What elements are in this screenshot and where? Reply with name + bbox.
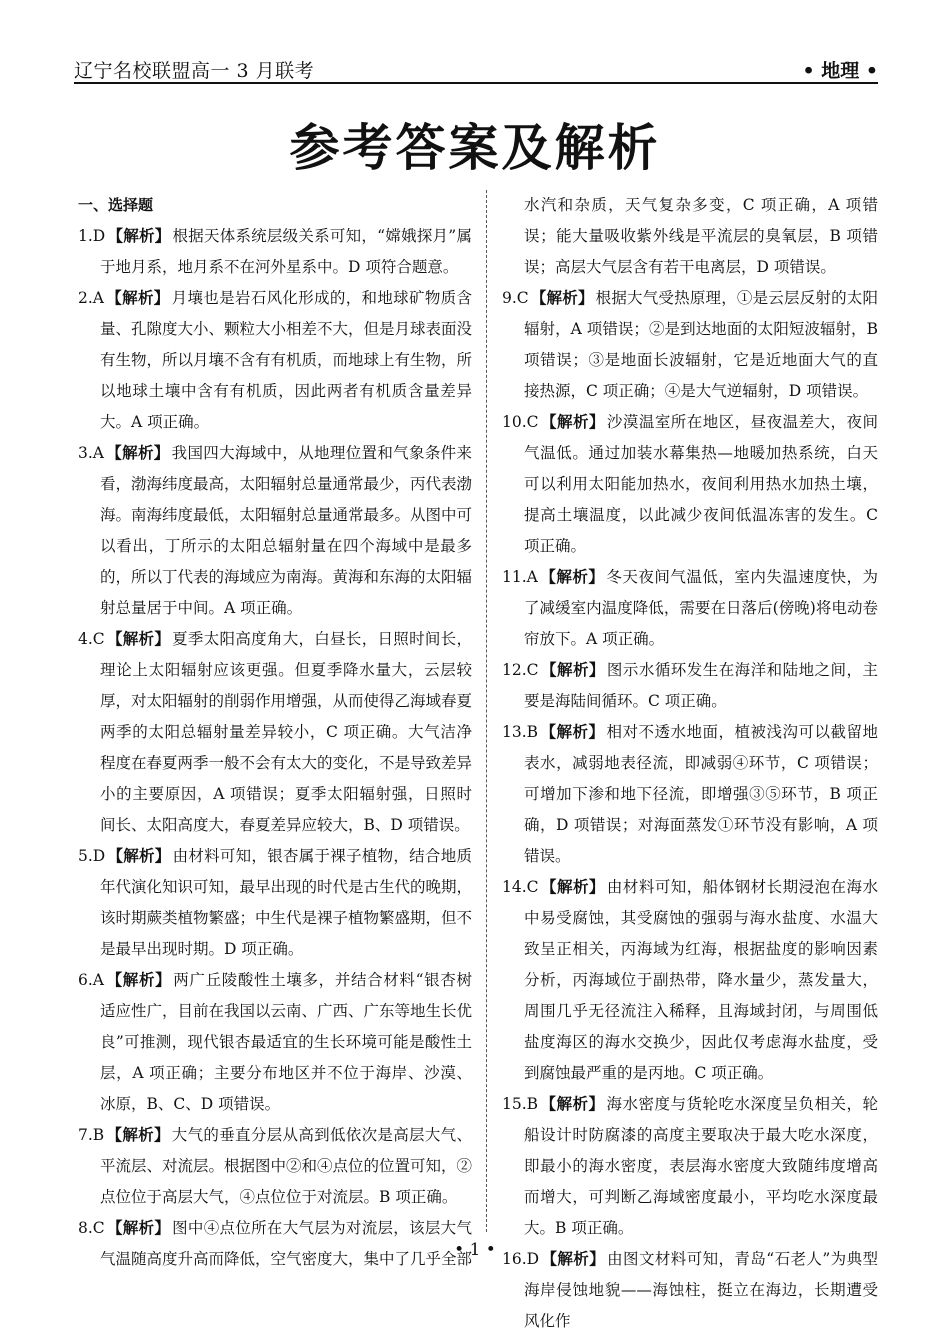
answer-number: 12.C: [502, 661, 539, 679]
page-title: 参考答案及解析: [289, 119, 661, 177]
answer-number: 2.A: [78, 289, 104, 307]
subject-label: • 地理 •: [802, 60, 878, 82]
answer-item: [502, 1089, 878, 1244]
answer-text: 由材料可知，银杏属于裸子植物，结合地质年代演化知识可知，最早出现的时代是古生代的晚期，该时期蕨类植物繁盛；中生代是裸子植物繁盛期，但不是最早出现时期。D 项正确。: [100, 847, 473, 958]
answer-number: 16.D: [502, 1250, 540, 1268]
column-divider: [486, 190, 487, 1232]
analysis-tag: 【解析】: [107, 847, 171, 865]
analysis-tag: 【解析】: [540, 878, 605, 896]
analysis-tag: 【解析】: [540, 413, 605, 431]
answer-text: 图示水循环发生在海洋和陆地之间，主要是海陆间循环。C 项正确。: [524, 661, 878, 710]
answer-item: [502, 872, 878, 1089]
answer-item: [502, 655, 878, 717]
answer-item: [78, 1120, 472, 1213]
answer-number: 14.C: [502, 878, 539, 896]
answer-item: [502, 407, 878, 562]
answer-number: 3.A: [78, 444, 104, 462]
answer-text: 海水密度与货轮吃水深度呈负相关，轮船设计时防腐漆的高度主要取决于最大吃水深度，即最小的海水密度，表层海水密度大致随纬度增高而增大，可判断乙海域密度最小，平均吃水深度最大。B 项正确。: [524, 1095, 878, 1237]
header-rule: [74, 82, 878, 84]
answer-item: [502, 562, 878, 655]
answer-number: 8.C: [78, 1219, 105, 1237]
answer-item: [78, 965, 472, 1120]
answer-number: 11.A: [502, 568, 538, 586]
analysis-tag: 【解析】: [530, 289, 594, 307]
answer-continuation: 水汽和杂质，天气复杂多变，C 项正确，A 项错误；能大量吸收紫外线是平流层的臭氧层，B 项错误；高层大气层含有若干电离层，D 项错误。: [524, 196, 878, 276]
answer-text: 月壤也是岩石风化形成的，和地球矿物质含量、孔隙度大小、颗粒大小相差不大，但是月球表面没有生物，所以月壤不含有有机质，而地球上有生物，所以地球土壤中含有有机质，因此两者有机质含量差异大。A 项正确。: [100, 289, 473, 431]
answer-text: 两广丘陵酸性土壤多，并结合材料“银杏树适应性广，目前在我国以云南、广西、广东等地生长优良”可推测，现代银杏最适宜的生长环境可能是酸性土层，A 项正确；主要分布地区并不位于海岸、沙漠、冰原，B、C、D 项错误。: [100, 971, 473, 1113]
answer-text: 根据大气受热原理，①是云层反射的太阳辐射，A 项错误；②是到达地面的太阳短波辐射，B 项错误；③是地面长波辐射，它是近地面大气的直接热源，C 项正确；④是大气逆辐射，D 项错误。: [524, 289, 878, 400]
analysis-tag: 【解析】: [539, 568, 605, 586]
answer-item: [78, 221, 472, 283]
analysis-tag: 【解析】: [107, 227, 171, 245]
answer-item: [502, 283, 878, 407]
answer-text: 夏季太阳高度角大，白昼长，日照时间长，理论上太阳辐射应该更强。但夏季降水量大，云层较厚，对太阳辐射的削弱作用增强，从而使得乙海域春夏两季的太阳总辐射量差异较小，C 项正确。大气洁净程度在春夏两季一般不会有太大的变化，不是导致差异小的主要原因，A 项错误；夏季太阳辐射强，日照时间长、太阳高度大，春夏差异应较大，B、D 项错误。: [100, 630, 473, 834]
answer-number: 7.B: [78, 1126, 105, 1144]
answer-number: 13.B: [502, 723, 539, 741]
answer-number: 9.C: [502, 289, 529, 307]
page-number: • 1 •: [454, 1240, 496, 1260]
answer-item: [502, 717, 878, 872]
page-header: [74, 52, 878, 82]
analysis-tag: 【解析】: [106, 630, 171, 648]
left-column: [78, 190, 472, 1275]
analysis-tag: 【解析】: [105, 444, 170, 462]
analysis-tag: 【解析】: [105, 289, 170, 307]
answer-number: 10.C: [502, 413, 539, 431]
answer-item: [78, 624, 472, 841]
answer-item: [78, 841, 472, 965]
answer-text: 冬天夜间气温低，室内失温速度快，为了减缓室内温度降低，需要在日落后(傍晚)将电动卷帘放下。A 项正确。: [524, 568, 878, 648]
answer-text: 图中④点位所在大气层为对流层，该层大气气温随高度升高而降低，空气密度大，集中了几乎全部: [100, 1219, 473, 1268]
section-title: 一、选择题: [78, 196, 154, 214]
answer-text: 由材料可知，船体钢材长期浸泡在海水中易受腐蚀，其受腐蚀的强弱与海水盐度、水温大致呈正相关，丙海域为红海，根据盐度的影响因素分析，丙海域位于副热带，降水量少，蒸发量大，周围几乎无径流注入稀释，且海域封闭，与周围低盐度海区的海水交换少，因此仅考虑海水盐度，受到腐蚀最严重的是丙地。C 项正确。: [524, 878, 878, 1082]
analysis-tag: 【解析】: [106, 1219, 171, 1237]
analysis-tag: 【解析】: [105, 971, 172, 989]
analysis-tag: 【解析】: [540, 661, 605, 679]
answer-text: 相对不透水地面，植被浅沟可以截留地表水，减弱地表径流，即减弱④环节，C 项错误；可增加下渗和地下径流，即增强③⑤环节，B 项正确，D 项错误；对海面蒸发①环节没有影响，A 项错误。: [524, 723, 878, 865]
answer-text: 我国四大海域中，从地理位置和气象条件来看，渤海纬度最高，太阳辐射总量通常最少，丙代表渤海。南海纬度最低，太阳辐射总量通常最多。从图中可以看出，丁所示的太阳总辐射量在四个海域中是最多的，所以丁代表的海域应为南海。黄海和东海的太阳辐射总量居于中间。A 项正确。: [100, 444, 473, 617]
right-column: [502, 190, 878, 1337]
analysis-tag: 【解析】: [106, 1126, 170, 1144]
answer-text: 沙漠温室所在地区，昼夜温差大，夜间气温低。通过加装水幕集热—地暖加热系统，白天可以利用太阳能加热水，夜间利用热水加热土壤，提高土壤温度，以此减少夜间低温冻害的发生。C 项正确。: [524, 413, 878, 555]
exam-title: 辽宁名校联盟高一 3 月联考: [74, 60, 315, 82]
answer-item: [78, 438, 472, 624]
answer-item: [78, 283, 472, 438]
analysis-tag: 【解析】: [540, 723, 605, 741]
answer-number: 15.B: [502, 1095, 539, 1113]
answer-text: 由图文材料可知，青岛“石老人”为典型海岸侵蚀地貌——海蚀柱，挺立在海边，长期遭受风化作: [524, 1250, 878, 1330]
answer-number: 4.C: [78, 630, 105, 648]
answer-number: 1.D: [78, 227, 106, 245]
answer-number: 5.D: [78, 847, 106, 865]
answer-text: 根据天体系统层级关系可知，“嫦娥探月”属于地月系，地月系不在河外星系中。D 项符合题意。: [100, 227, 472, 276]
analysis-tag: 【解析】: [540, 1095, 605, 1113]
answer-number: 6.A: [78, 971, 104, 989]
analysis-tag: 【解析】: [541, 1250, 606, 1268]
answer-text: 大气的垂直分层从高到低依次是高层大气、平流层、对流层。根据图中②和④点位的位置可知，②点位位于高层大气，④点位位于对流层。B 项正确。: [100, 1126, 473, 1206]
